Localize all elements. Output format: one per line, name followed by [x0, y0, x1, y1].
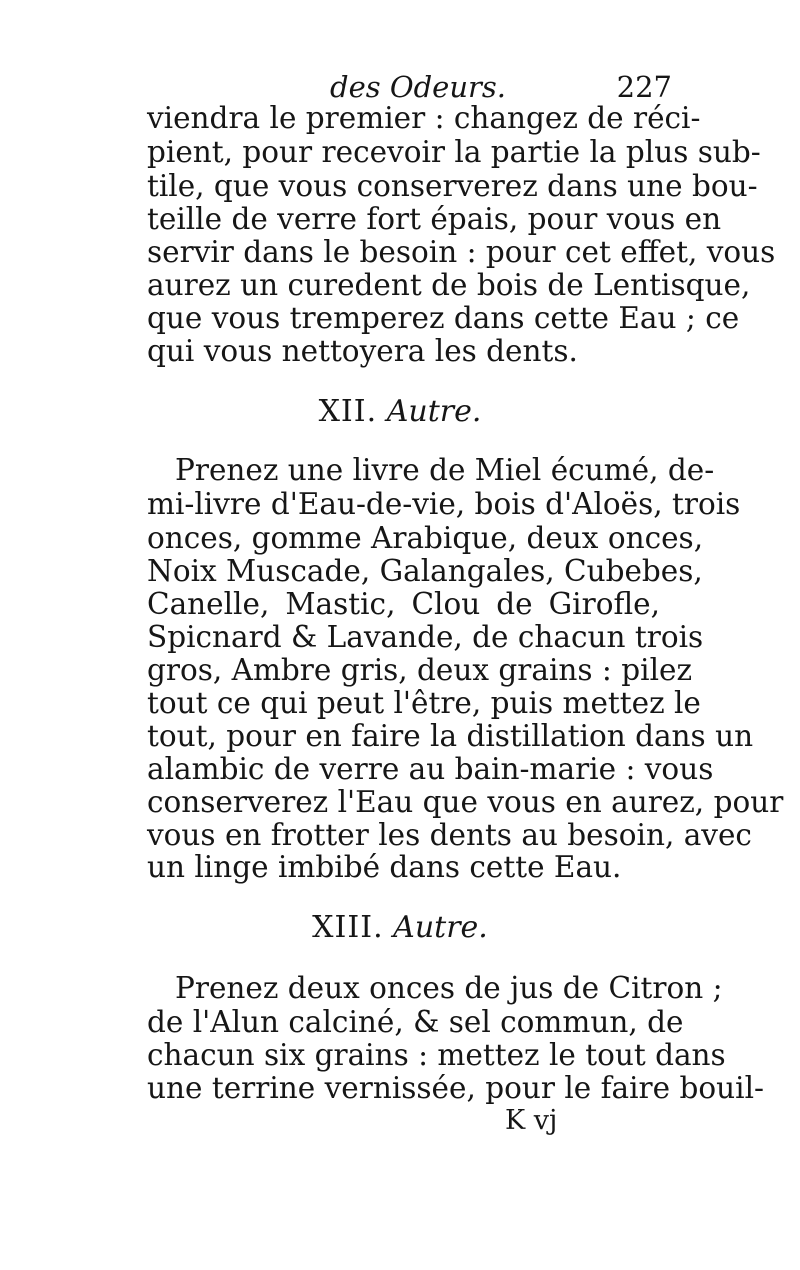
text-line: conserverez l'Eau que vous en aurez, pour: [147, 785, 784, 819]
text-line: aurez un curedent de bois de Lentisque,: [147, 268, 751, 302]
signature-mark: K vj: [505, 1105, 558, 1136]
text-line: une terrine vernissée, pour le faire bouil-: [147, 1071, 764, 1105]
heading-word: Autre.: [393, 910, 488, 945]
text-line: alambic de verre au bain-marie : vous: [147, 752, 714, 786]
text-line: pient, pour recevoir la partie la plus sub-: [147, 135, 761, 169]
text-line: Prenez une livre de Miel écumé, de-: [175, 453, 715, 487]
section-heading-xiii: [0, 910, 800, 946]
text-line: mi-livre d'Eau-de-vie, bois d'Aloës, trois: [147, 487, 741, 521]
page-number: 227: [616, 70, 672, 104]
running-title: des Odeurs.: [330, 70, 506, 104]
text-line: tout, pour en faire la distillation dans un: [147, 719, 754, 753]
text-line: servir dans le besoin : pour cet effet, vous: [147, 235, 776, 269]
text-line: onces, gomme Arabique, deux onces,: [147, 521, 704, 555]
text-line: tile, que vous conserverez dans une bou-: [147, 169, 758, 203]
text-line: vous en frotter les dents au besoin, avec: [147, 818, 752, 852]
text-line: Spicnard & Lavande, de chacun trois: [147, 620, 704, 654]
text-line: un linge imbibé dans cette Eau.: [147, 850, 622, 884]
heading-numeral: XII.: [318, 394, 378, 429]
text-line: Prenez deux onces de jus de Citron ;: [175, 971, 723, 1005]
text-line: teille de verre fort épais, pour vous en: [147, 202, 722, 236]
section-heading-xii: [0, 394, 800, 430]
text-line: viendra le premier : changez de réci-: [147, 101, 701, 135]
heading-numeral: XIII.: [312, 910, 384, 945]
text-line: chacun six grains : mettez le tout dans: [147, 1038, 726, 1072]
text-line: Noix Muscade, Galangales, Cubebes,: [147, 554, 703, 588]
heading-word: Autre.: [386, 394, 482, 429]
text-line: gros, Ambre gris, deux grains : pilez: [147, 653, 693, 687]
text-line: Canelle, Mastic, Clou de Girofle,: [147, 587, 660, 621]
text-line: que vous tremperez dans cette Eau ; ce: [147, 301, 740, 335]
text-line: de l'Alun calciné, & sel commun, de: [147, 1005, 684, 1039]
text-line: qui vous nettoyera les dents.: [147, 334, 578, 368]
text-line: tout ce qui peut l'être, puis mettez le: [147, 686, 701, 720]
